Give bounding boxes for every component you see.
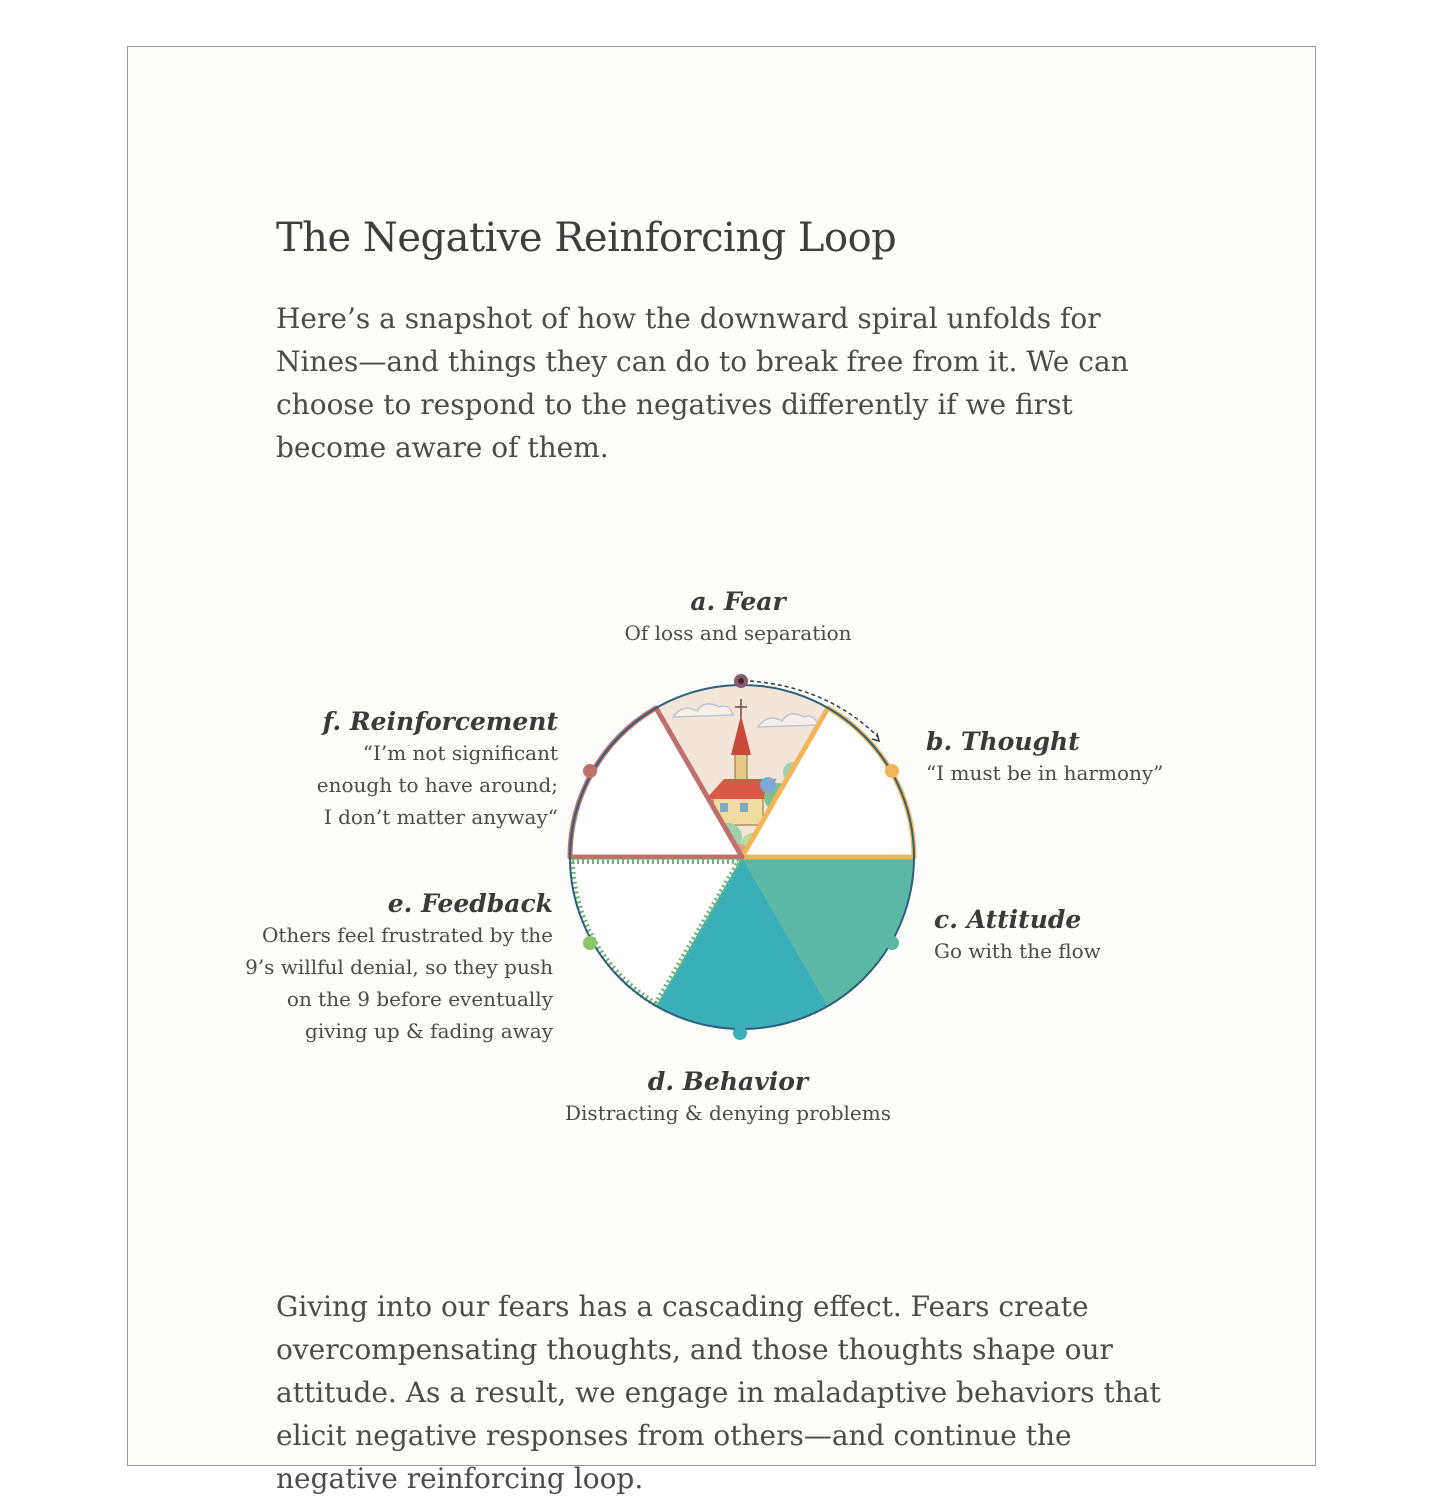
outer-ring (570, 685, 914, 1029)
thought-wedge (742, 708, 914, 857)
feedback-wedge (572, 860, 740, 1004)
attitude-text: Go with the flow (934, 939, 1101, 963)
fear-illustration (628, 677, 858, 867)
attitude-dot (885, 936, 899, 950)
page-title: The Negative Reinforcing Loop (276, 215, 897, 261)
fear-heading: a. Fear (690, 587, 786, 616)
page (127, 46, 1316, 1495)
fear-dot (734, 674, 748, 688)
label-fear (588, 587, 888, 649)
label-reinforcement (313, 707, 558, 833)
behavior-text: Distracting & denying problems (565, 1101, 891, 1125)
label-attitude (934, 905, 1174, 967)
thought-text: “I must be in harmony” (926, 761, 1164, 785)
attitude-heading: c. Attitude (934, 905, 1082, 934)
label-behavior (548, 1067, 908, 1129)
fear-text: Of loss and separation (624, 621, 852, 645)
intro-paragraph: Here’s a snapshot of how the downward spiral unfolds for Nines—and things they can do to break free from it. We can choose to respond to the negatives differently if we first become aware of them. (276, 302, 1129, 464)
reinforcement-text: “I’m not significant enough to have around; I don’t matter anyway“ (316, 741, 558, 829)
behavior-wedge (656, 857, 828, 1029)
feedback-heading: e. Feedback (387, 889, 553, 918)
loop-arrow (750, 681, 878, 737)
reinforcement-wedge (570, 708, 742, 857)
thought-heading: b. Thought (926, 727, 1080, 756)
attitude-wedge (742, 857, 914, 1006)
reinforcement-heading: f. Reinforcement (322, 707, 558, 736)
feedback-text: Others feel frustrated by the 9’s willful denial, so they push on the 9 before eventually giving up & fading away (245, 923, 553, 1043)
behavior-dot (733, 1026, 747, 1040)
label-feedback (238, 889, 553, 1047)
reinforcement-dot (583, 764, 597, 778)
label-thought (926, 727, 1176, 789)
feedback-dot (583, 936, 597, 950)
outro-paragraph: Giving into our fears has a cascading effect. Fears create overcompensating thoughts, and those thoughts shape our attitude. As a result, we engage in maladaptive behaviors that elicit negative responses from others—and continue the negative reinforcing loop. (276, 1290, 1161, 1495)
behavior-heading: d. Behavior (647, 1067, 809, 1096)
thought-dot (885, 764, 899, 778)
